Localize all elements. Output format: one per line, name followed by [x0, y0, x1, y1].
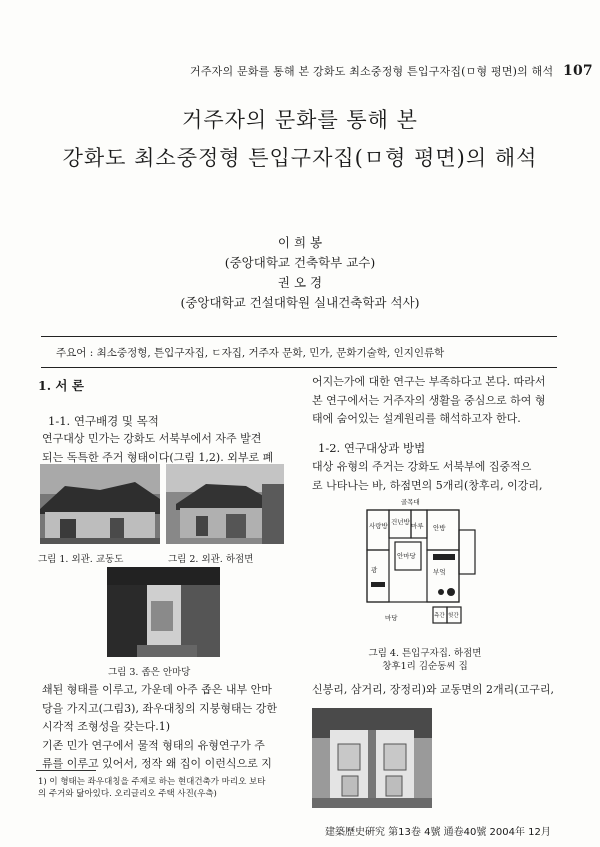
- plan-label-room3: 안방: [433, 524, 446, 532]
- running-header: [190, 63, 593, 79]
- house-exterior-photo-2: [166, 464, 284, 544]
- modern-house-photo: [312, 708, 432, 808]
- subsection-heading-1-1: 1-1. 연구배경 및 목적: [48, 414, 159, 428]
- plan-label-storage: 광: [371, 566, 378, 574]
- plan-label-room4: 마루: [411, 522, 424, 530]
- author-2-name: 권 오 경: [277, 275, 323, 290]
- paragraph-2: 쇄된 형태를 이루고, 가운데 아주 좁은 내부 안마 당을 가지고(그림3), 좌우대칭의 지붕형태는 강한 시각적 조형성을 갖는다.1) 기존 민가 연구에서 물적 형태의 유형연구가 주 류를 이루고 있어서, 정작 왜 집이 이런식으로 지: [42, 683, 277, 770]
- plan-label-alley: 골목대: [401, 498, 420, 506]
- botta-house-photo: [312, 708, 432, 808]
- page-number: 107: [563, 63, 593, 79]
- house-exterior-photo-1: [40, 464, 160, 544]
- author-2-affiliation: (중앙대학교 건설대학원 실내건축학과 석사): [180, 295, 420, 310]
- keywords: 주요어 : 최소중정형, 튼입구자집, ㄷ자집, 거주자 문화, 민가, 문화기술학, 인지인류학: [56, 347, 445, 359]
- narrow-courtyard-photo: [107, 567, 220, 657]
- plan-label-courtyard: 마당: [385, 614, 398, 622]
- plan-label-room2: 건넌방: [391, 518, 410, 526]
- plan-label-inner-yard: 안마당: [397, 552, 416, 560]
- paragraph-right-1: 어지는가에 대한 연구는 부족하다고 본다. 따라서 본 연구에서는 거주자의 생활을 중심으로 하여 형 태에 숨어있는 설계원리를 해석하고자 한다.: [312, 375, 546, 425]
- plan-label-side1: 측간: [434, 613, 445, 619]
- paper-title-line2: 강화도 최소중정형 튼입구자집(ㅁ형 평면)의 해석: [62, 146, 538, 170]
- figure-4-floor-plan: [345, 492, 495, 642]
- author-1-name: 이 희 봉: [277, 235, 323, 250]
- plan-label-side2: 헛간: [448, 613, 459, 619]
- figure-3-caption: 그림 3. 좁은 안마당: [108, 667, 191, 678]
- paper-title-line1: 거주자의 문화를 통해 본: [182, 108, 418, 132]
- running-title: 거주자의 문화를 통해 본 강화도 최소중정형 튼입구자집(ㅁ형 평면)의 해석: [190, 65, 554, 78]
- plan-label-kitchen: 부엌: [433, 568, 446, 576]
- subsection-heading-1-2: 1-2. 연구대상과 방법: [318, 441, 426, 455]
- figure-1-photo: [40, 464, 160, 544]
- figure-2-photo: [166, 464, 284, 544]
- paragraph-right-3: 신봉리, 삼거리, 장정리)와 교동면의 2개리(고구리,: [312, 683, 554, 696]
- footnote-rule: [36, 770, 96, 771]
- paragraph-right-2: 대상 유형의 주거는 강화도 서북부에 집중적으 로 나타나는 바, 하점면의 5개리(창후리, 이강리,: [312, 460, 543, 492]
- footnote-1: 1) 이 형태는 좌우대칭을 주제로 하는 현대건축가 마리오 보타 의 주거와 닮아있다. 오리글리오 주택 사진(우측): [38, 777, 266, 799]
- section-heading-intro: 1. 서 론: [38, 378, 84, 393]
- figure-1-caption: 그림 1. 외관. 교동도: [38, 554, 124, 565]
- journal-citation: 建築歷史硏究 第13卷 4號 通卷40號 2004年 12月: [325, 827, 551, 838]
- figure-3-photo: [107, 567, 220, 657]
- figure-4-caption: 그림 4. 튼입구자집. 하점면 창후1리 김순동씨 집: [368, 648, 482, 672]
- plan-label-room1: 사랑방: [369, 522, 388, 530]
- figure-2-caption: 그림 2. 외관. 하점면: [168, 554, 254, 565]
- paragraph-1: 연구대상 민가는 강화도 서북부에서 자주 발견 되는 독특한 주거 형태이다(그림 1,2). 외부로 폐: [42, 432, 274, 464]
- author-1-affiliation: (중앙대학교 건축학부 교수): [224, 255, 376, 270]
